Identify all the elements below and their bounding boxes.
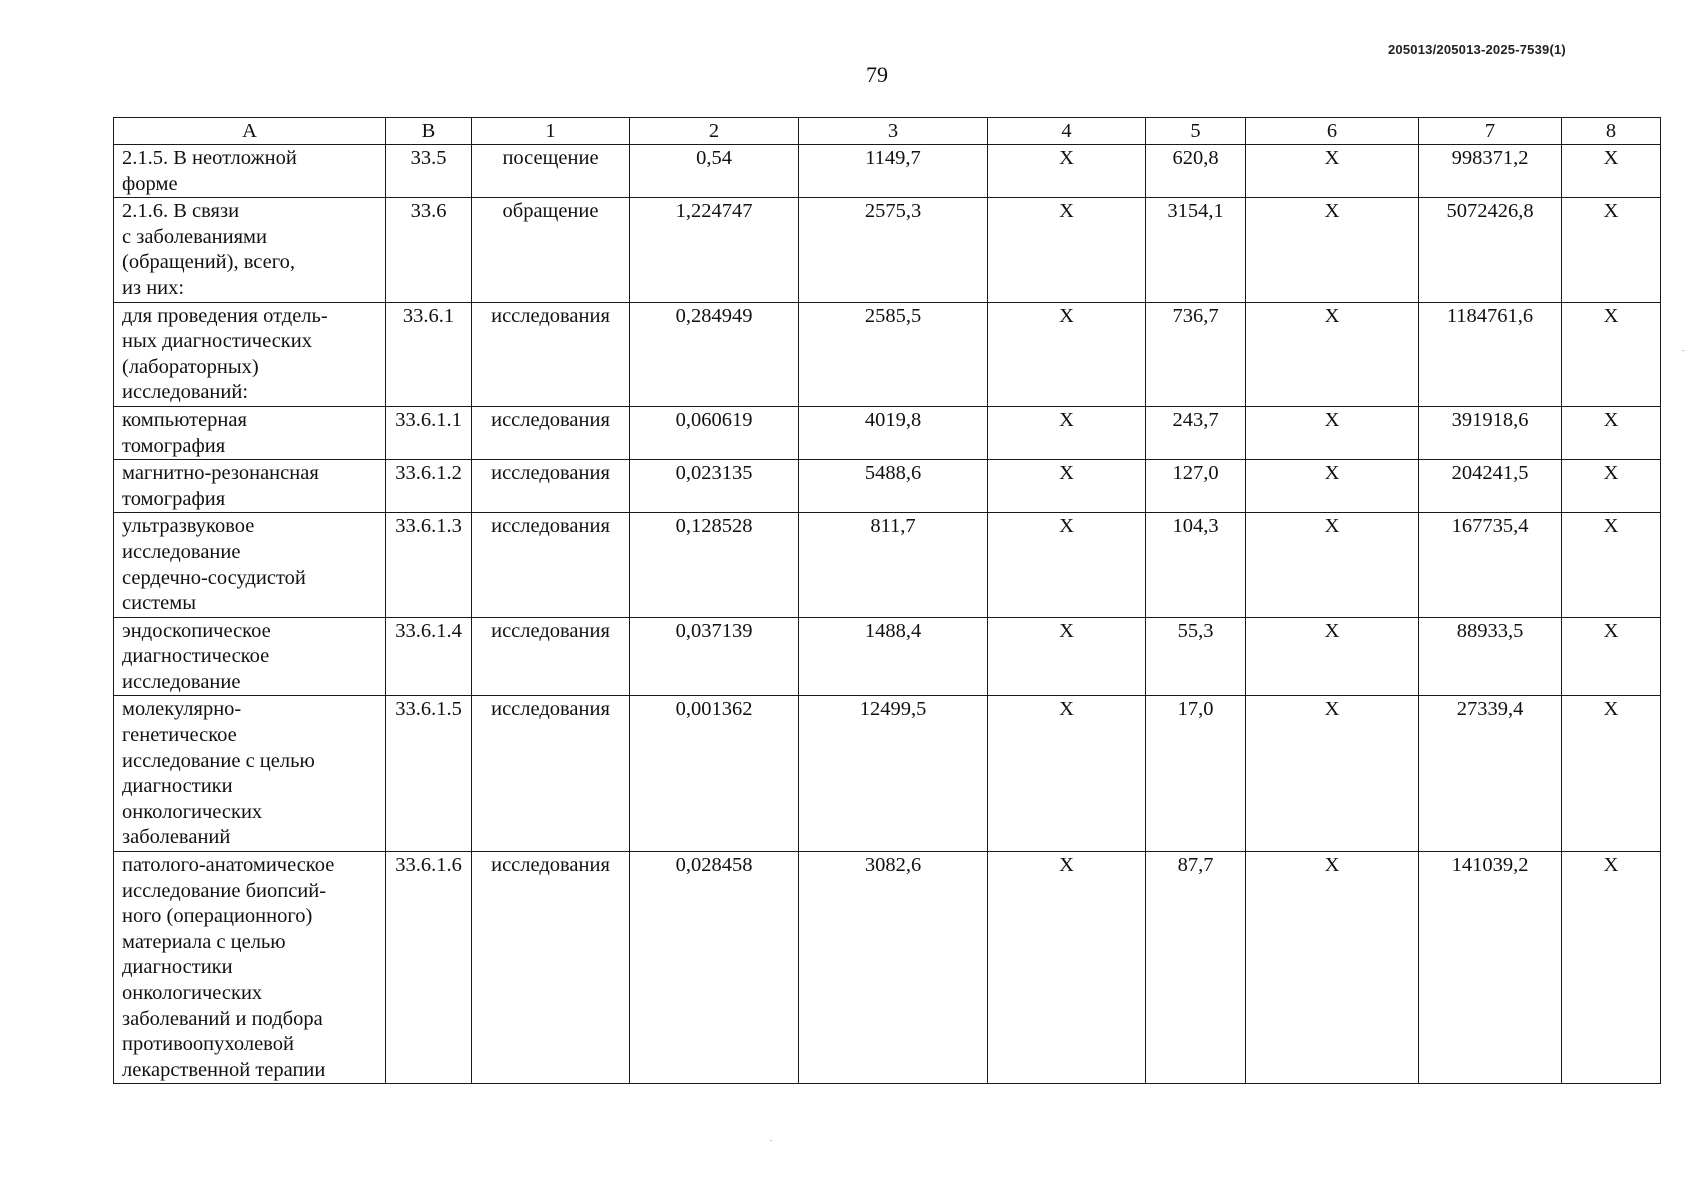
row-col-7: 167735,4 [1419,513,1562,617]
row-col-3: 12499,5 [799,696,988,852]
row-col-8: X [1562,513,1661,617]
row-col-5: 104,3 [1146,513,1246,617]
row-unit: исследования [472,406,630,459]
column-header-8: 8 [1562,118,1661,145]
column-header-a: A [114,118,386,145]
row-name-cell [114,406,386,459]
row-col-5: 3154,1 [1146,198,1246,302]
row-col-2: 0,060619 [630,406,799,459]
row-col-6: X [1246,198,1419,302]
row-code: 33.6.1.1 [386,406,472,459]
row-col-8: X [1562,302,1661,406]
row-col-2: 0,001362 [630,696,799,852]
row-col-2: 0,54 [630,145,799,198]
table-row [114,145,1661,198]
row-col-7: 998371,2 [1419,145,1562,198]
row-col-4: X [988,302,1146,406]
row-code: 33.6.1.2 [386,460,472,513]
row-name-cell [114,302,386,406]
row-name-cell [114,460,386,513]
row-col-3: 2575,3 [799,198,988,302]
row-name-cell [114,198,386,302]
row-name: компьютерная томография [122,408,247,457]
row-code: 33.6.1 [386,302,472,406]
row-col-3: 1488,4 [799,617,988,696]
row-name: магнитно-резонансная томография [122,462,319,510]
row-col-5: 620,8 [1146,145,1246,198]
scan-speck [1682,350,1684,351]
row-name-cell [114,852,386,1084]
table-header-row [114,118,1661,145]
row-col-4: X [988,513,1146,617]
row-col-3: 811,7 [799,513,988,617]
row-col-5: 243,7 [1146,406,1246,459]
row-col-7: 27339,4 [1419,696,1562,852]
row-col-6: X [1246,145,1419,198]
row-col-4: X [988,852,1146,1084]
column-header-1: 1 [472,118,630,145]
table-row [114,513,1661,617]
row-col-6: X [1246,513,1419,617]
document-id: 205013/205013-2025-7539(1) [1388,42,1566,57]
row-col-5: 17,0 [1146,696,1246,852]
row-code: 33.6.1.5 [386,696,472,852]
row-col-5: 87,7 [1146,852,1246,1084]
row-code: 33.6.1.6 [386,852,472,1084]
row-name: патолого-анатомическое исследование биопсий- ного (операционного) материала с целью диагностики онкологических заболеваний и подбора противоопухолевой лекарственной терапии [122,854,335,1081]
row-col-8: X [1562,198,1661,302]
row-col-8: X [1562,145,1661,198]
column-header-2: 2 [630,118,799,145]
row-name: молекулярно- генетическое исследование с целью диагностики онкологических заболеваний [122,698,315,849]
row-unit: исследования [472,852,630,1084]
row-code: 33.6 [386,198,472,302]
column-header-6: 6 [1246,118,1419,145]
column-header-b: B [386,118,472,145]
row-col-7: 5072426,8 [1419,198,1562,302]
row-col-2: 0,284949 [630,302,799,406]
row-col-2: 0,128528 [630,513,799,617]
table-row [114,302,1661,406]
row-col-7: 1184761,6 [1419,302,1562,406]
row-col-6: X [1246,852,1419,1084]
table-row [114,460,1661,513]
row-name-cell [114,617,386,696]
row-col-4: X [988,696,1146,852]
row-unit: обращение [472,198,630,302]
row-col-8: X [1562,696,1661,852]
row-name: 2.1.5. В неотложной форме [122,147,297,195]
row-name: 2.1.6. В связи с заболеваниями (обращений), всего, из них: [122,200,296,299]
row-col-6: X [1246,617,1419,696]
scan-speck [770,1140,772,1141]
row-col-5: 736,7 [1146,302,1246,406]
table-row [114,406,1661,459]
row-col-4: X [988,617,1146,696]
row-col-7: 141039,2 [1419,852,1562,1084]
row-col-3: 2585,5 [799,302,988,406]
page-number: 79 [866,62,888,87]
row-col-6: X [1246,406,1419,459]
row-unit: исследования [472,696,630,852]
row-col-5: 127,0 [1146,460,1246,513]
row-col-8: X [1562,617,1661,696]
row-code: 33.6.1.3 [386,513,472,617]
row-unit: исследования [472,460,630,513]
row-col-3: 3082,6 [799,852,988,1084]
table-row [114,617,1661,696]
row-col-7: 88933,5 [1419,617,1562,696]
row-name-cell [114,696,386,852]
row-col-6: X [1246,460,1419,513]
row-col-8: X [1562,406,1661,459]
row-col-7: 204241,5 [1419,460,1562,513]
row-col-7: 391918,6 [1419,406,1562,459]
row-code: 33.5 [386,145,472,198]
column-header-7: 7 [1419,118,1562,145]
row-col-3: 4019,8 [799,406,988,459]
row-col-6: X [1246,696,1419,852]
row-col-3: 1149,7 [799,145,988,198]
row-code: 33.6.1.4 [386,617,472,696]
row-col-6: X [1246,302,1419,406]
row-col-3: 5488,6 [799,460,988,513]
data-table [113,117,1661,1084]
row-unit: посещение [472,145,630,198]
row-col-8: X [1562,460,1661,513]
row-col-4: X [988,406,1146,459]
table-row [114,852,1661,1084]
row-col-2: 1,224747 [630,198,799,302]
row-col-5: 55,3 [1146,617,1246,696]
column-header-5: 5 [1146,118,1246,145]
row-unit: исследования [472,617,630,696]
row-name-cell [114,513,386,617]
row-col-2: 0,028458 [630,852,799,1084]
row-name-cell [114,145,386,198]
row-name: ультразвуковое исследование сердечно-сосудистой системы [122,515,306,615]
row-col-4: X [988,198,1146,302]
row-col-4: X [988,145,1146,198]
table-row [114,696,1661,852]
row-col-2: 0,037139 [630,617,799,696]
column-header-3: 3 [799,118,988,145]
row-unit: исследования [472,513,630,617]
row-name: эндоскопическое диагностическое исследование [122,619,271,693]
column-header-4: 4 [988,118,1146,145]
table-row [114,198,1661,302]
row-name: для проведения отдель- ных диагностических (лабораторных) исследований: [122,304,328,404]
row-col-8: X [1562,852,1661,1084]
row-unit: исследования [472,302,630,406]
row-col-4: X [988,460,1146,513]
row-col-2: 0,023135 [630,460,799,513]
